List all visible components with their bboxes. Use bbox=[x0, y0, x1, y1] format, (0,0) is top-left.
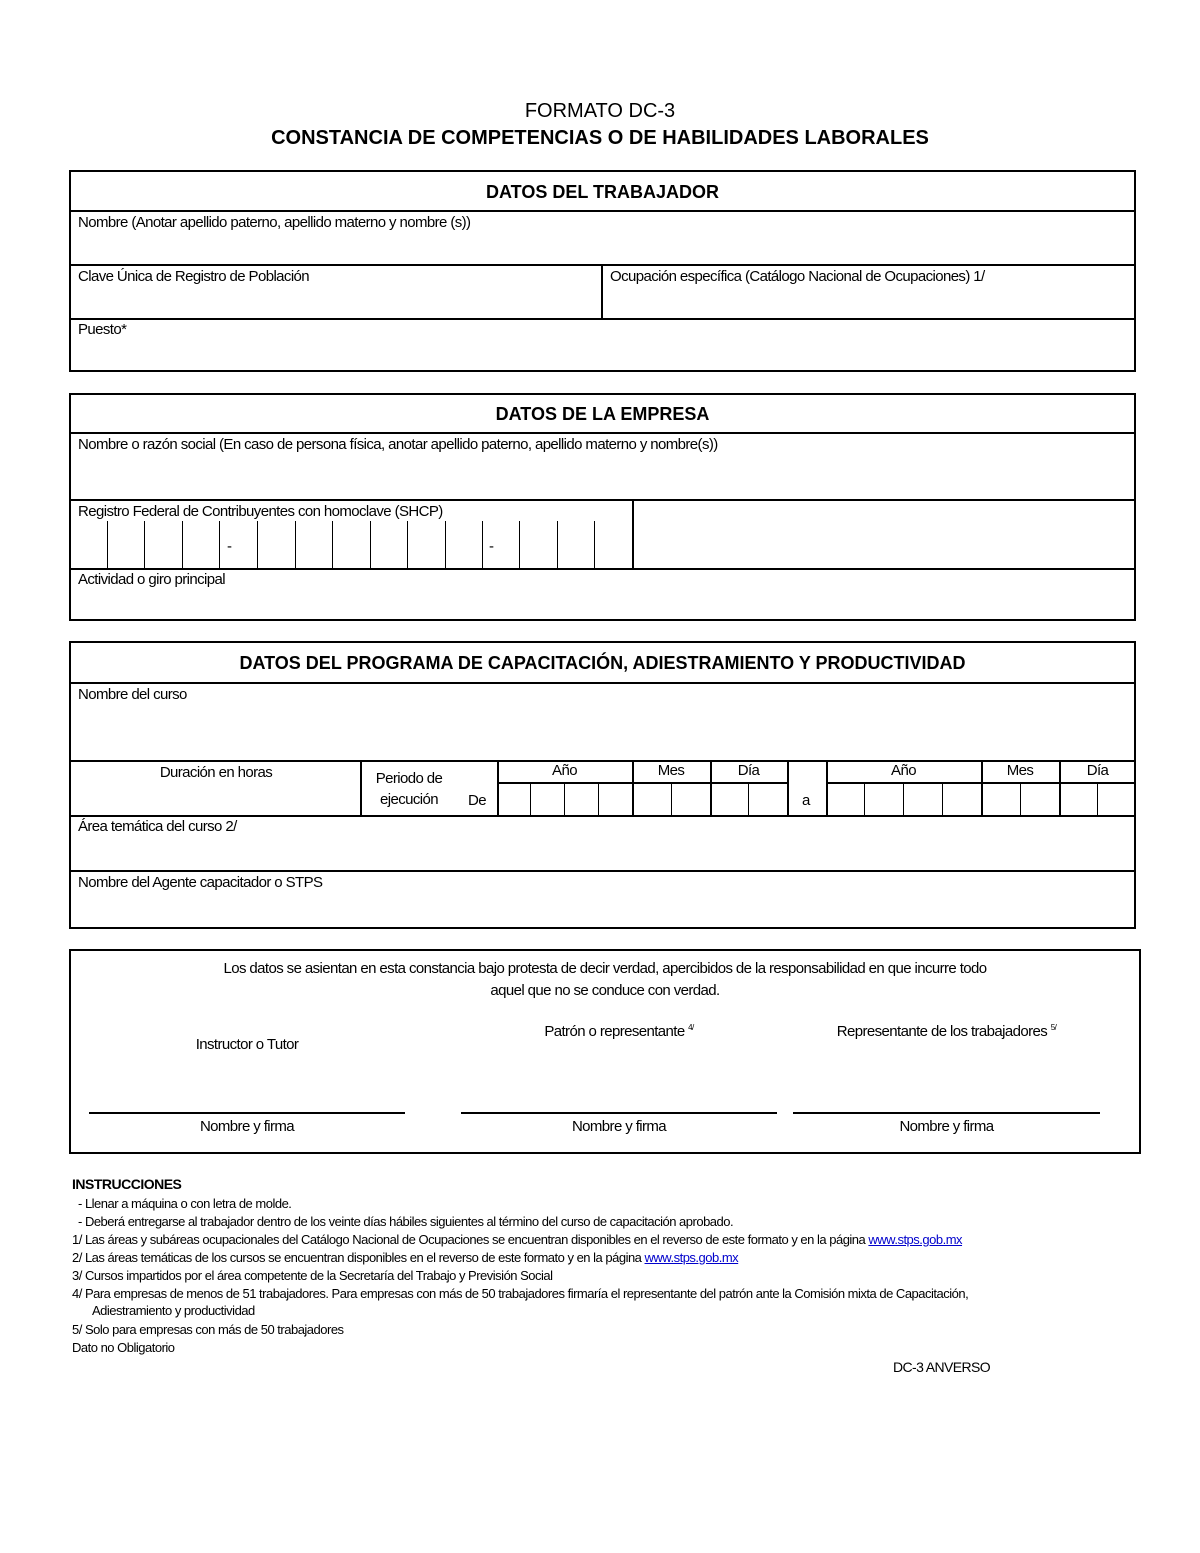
rfc-separator: - bbox=[489, 538, 494, 555]
date-cell-divider bbox=[564, 782, 565, 816]
firma-caption: Nombre y firma bbox=[199, 1118, 295, 1135]
duracion-field[interactable]: Duración en horas bbox=[159, 764, 273, 781]
razon-social-field[interactable]: Nombre o razón social (En caso de persona física, anotar apellido paterno, apellido materno y nombre(s)) bbox=[78, 436, 718, 453]
date-cell-divider bbox=[942, 782, 943, 816]
date-cell-divider bbox=[748, 782, 749, 816]
rfc-cell-divider bbox=[482, 521, 483, 569]
divider bbox=[601, 264, 603, 319]
rfc-cell-divider bbox=[182, 521, 183, 569]
representante-footnote-ref: 5/ bbox=[1050, 1023, 1057, 1032]
programa-title: DATOS DEL PROGRAMA DE CAPACITACIÓN, ADIESTRAMIENTO Y PRODUCTIVIDAD bbox=[239, 653, 966, 673]
instruccion-item: 1/ Las áreas y subáreas ocupacionales del Catálogo Nacional de Ocupaciones se encuentran disponibles en el reverso de este formato y en la página www.stps.gob.mx bbox=[72, 1232, 963, 1247]
inicio-anio-label: Año bbox=[552, 762, 577, 779]
rfc-cell-divider bbox=[295, 521, 296, 569]
ocupacion-field[interactable]: Ocupación específica (Catálogo Nacional de Ocupaciones) 1/ bbox=[610, 268, 985, 285]
rfc-cell-divider bbox=[332, 521, 333, 569]
divider bbox=[69, 318, 1136, 320]
rfc-cell-divider bbox=[107, 521, 108, 569]
rfc-label: Registro Federal de Contribuyentes con homoclave (SHCP) bbox=[78, 503, 443, 520]
curp-field[interactable]: Clave Única de Registro de Población bbox=[78, 268, 310, 285]
instructor-signature-line[interactable] bbox=[89, 1112, 405, 1114]
stps-link[interactable]: www.stps.gob.mx bbox=[644, 1250, 739, 1265]
date-cell-divider bbox=[530, 782, 531, 816]
divider bbox=[69, 432, 1136, 434]
representante-label: Representante de los trabajadores $^{5/}$ bbox=[836, 1023, 1057, 1040]
instructor-label: Instructor o Tutor bbox=[195, 1036, 299, 1053]
representante-signature-line[interactable] bbox=[793, 1112, 1100, 1114]
declaracion-text: Los datos se asientan en esta constancia bajo protesta de decir verdad, apercibidos de la responsabilidad en que incurre todo bbox=[223, 960, 987, 977]
instruccion-item: 2/ Las áreas temáticas de los cursos se encuentran disponibles en el reverso de este formato y en la página www.stps.gob.mx bbox=[72, 1250, 739, 1265]
form-code: FORMATO DC-3 bbox=[524, 100, 676, 122]
divider bbox=[632, 521, 634, 569]
inicio-dia-label: Día bbox=[737, 762, 760, 779]
area-tematica-field[interactable]: Área temática del curso 2/ bbox=[78, 818, 237, 835]
periodo-label: Periodo de bbox=[375, 770, 443, 787]
curso-field[interactable]: Nombre del curso bbox=[78, 686, 187, 703]
rfc-cell-divider bbox=[557, 521, 558, 569]
empresa-title: DATOS DE LA EMPRESA bbox=[495, 404, 710, 424]
instruccion-item: 3/ Cursos impartidos por el área competente de la Secretaría del Trabajo y Previsión Social bbox=[72, 1268, 553, 1283]
divider bbox=[69, 210, 1136, 212]
de-label: De bbox=[468, 792, 486, 809]
rfc-cell-divider bbox=[370, 521, 371, 569]
page-footer-code: DC-3 ANVERSO bbox=[893, 1359, 991, 1375]
date-cell-divider bbox=[903, 782, 904, 816]
fin-anio-label: Año bbox=[891, 762, 916, 779]
instruccion-item: 5/ Solo para empresas con más de 50 trabajadores bbox=[72, 1322, 344, 1337]
rfc-cell-divider bbox=[594, 521, 595, 569]
divider bbox=[69, 815, 1136, 817]
rfc-cell-divider bbox=[257, 521, 258, 569]
rfc-cell-divider bbox=[445, 521, 446, 569]
agente-field[interactable]: Nombre del Agente capacitador o STPS bbox=[78, 874, 323, 891]
instruccion-item: - Llenar a máquina o con letra de molde. bbox=[78, 1196, 292, 1211]
rfc-cell-divider bbox=[144, 521, 145, 569]
firma-caption: Nombre y firma bbox=[899, 1118, 994, 1135]
instrucciones-title: INSTRUCCIONES bbox=[72, 1176, 182, 1192]
patron-footnote-ref: 4/ bbox=[688, 1023, 694, 1032]
date-cell-divider bbox=[864, 782, 865, 816]
divider bbox=[497, 782, 787, 784]
date-cell-divider bbox=[671, 782, 672, 816]
divider bbox=[69, 568, 1136, 570]
fin-dia-label: Día bbox=[1086, 762, 1109, 779]
stps-link[interactable]: www.stps.gob.mx bbox=[868, 1232, 963, 1247]
divider bbox=[632, 499, 634, 521]
divider bbox=[69, 682, 1136, 684]
firma-caption: Nombre y firma bbox=[571, 1118, 667, 1135]
patron-signature-line[interactable] bbox=[461, 1112, 777, 1114]
trabajador-title: DATOS DEL TRABAJADOR bbox=[485, 182, 719, 202]
rfc-cell-divider bbox=[407, 521, 408, 569]
rfc-separator: - bbox=[227, 538, 232, 555]
puesto-field[interactable]: Puesto* bbox=[78, 321, 127, 338]
fin-mes-label: Mes bbox=[1006, 762, 1034, 779]
trabajador-nombre-field[interactable]: Nombre (Anotar apellido paterno, apellido materno y nombre (s)) bbox=[78, 214, 471, 231]
inicio-mes-label: Mes bbox=[657, 762, 685, 779]
patron-label: Patrón o representante $^{4/}$ bbox=[544, 1023, 694, 1040]
a-label: a bbox=[802, 792, 810, 809]
divider bbox=[69, 870, 1136, 872]
date-cell-divider bbox=[1097, 782, 1098, 816]
instruccion-item: - Deberá entregarse al trabajador dentro de los veinte días hábiles siguientes al término del curso de capacitación aprobado. bbox=[78, 1214, 734, 1229]
divider bbox=[787, 760, 789, 816]
instruccion-item: Adiestramiento y productividad bbox=[92, 1303, 255, 1318]
rfc-cell-divider bbox=[219, 521, 220, 569]
declaracion-text: aquel que no se conduce con verdad. bbox=[490, 982, 720, 999]
date-cell-divider bbox=[598, 782, 599, 816]
instruccion-item: 4/ Para empresas de menos de 51 trabajadores. Para empresas con más de 50 trabajadores firmaría el representante del patrón ante la Comisión mixta de Capacitación, bbox=[72, 1286, 969, 1301]
periodo-label: ejecución bbox=[380, 791, 438, 808]
date-cell-divider bbox=[1020, 782, 1021, 816]
actividad-field[interactable]: Actividad o giro principal bbox=[78, 571, 225, 588]
rfc-cell-divider bbox=[519, 521, 520, 569]
page-title: CONSTANCIA DE COMPETENCIAS O DE HABILIDADES LABORALES bbox=[271, 127, 929, 149]
instruccion-item: Dato no Obligatorio bbox=[72, 1340, 175, 1355]
divider bbox=[69, 499, 1136, 501]
